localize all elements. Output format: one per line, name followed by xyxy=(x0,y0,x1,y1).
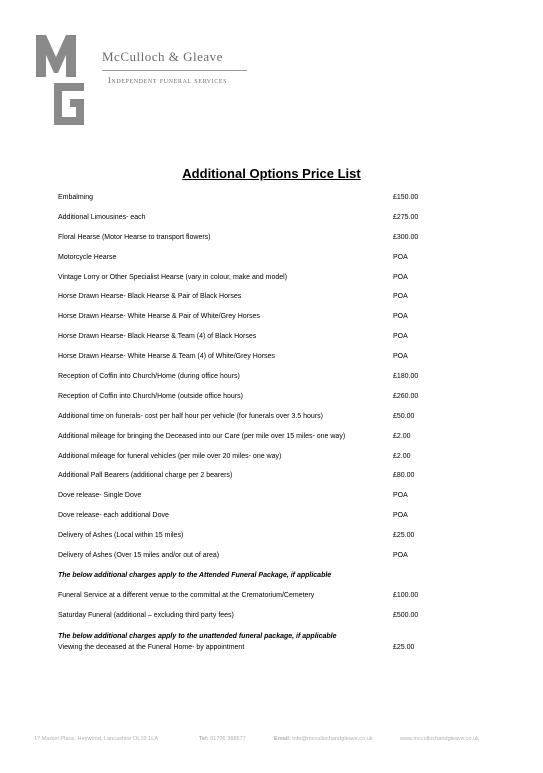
price-row xyxy=(58,347,438,367)
item-label: Additional mileage for bringing the Deceased into our Care (per mile over 15 miles- one way) xyxy=(58,432,346,440)
item-price: £25.00 xyxy=(393,643,415,651)
item-label: Floral Hearse (Motor Hearse to transport flowers) xyxy=(58,233,211,241)
price-row xyxy=(58,506,438,526)
footer-address: 17 Market Place, Heywood, Lancashire OL10 1LA xyxy=(34,736,159,742)
price-row xyxy=(58,268,438,288)
footer-tel: Tel: 01706 368577 xyxy=(199,736,246,742)
item-price: £80.00 xyxy=(393,472,415,480)
price-row xyxy=(58,188,438,208)
price-row xyxy=(58,427,438,447)
price-row xyxy=(58,486,438,506)
item-label: Dove release- each additional Dove xyxy=(58,512,169,520)
item-price: POA xyxy=(393,313,408,321)
price-row xyxy=(58,466,438,486)
company-logo xyxy=(34,33,90,132)
item-label: Reception of Coffin into Church/Home (during office hours) xyxy=(58,373,240,381)
item-price: POA xyxy=(393,552,408,560)
section-note: The below additional charges apply to the Attended Funeral Package, if applicable xyxy=(58,571,332,579)
price-row xyxy=(58,606,438,626)
price-row xyxy=(58,228,438,248)
item-label: Horse Drawn Hearse- Black Hearse & Pair of Black Horses xyxy=(58,293,242,301)
item-label: Dove release- Single Dove xyxy=(58,492,142,500)
footer-email: Email: info@mccullochandgleave.co.uk xyxy=(274,736,373,742)
item-label: Reception of Coffin into Church/Home (outside office hours) xyxy=(58,392,243,400)
brand-name: McCulloch & Gleave xyxy=(102,49,223,64)
item-label: Embalming xyxy=(58,194,94,201)
item-label: Horse Drawn Hearse- Black Hearse & Team (4) of Black Horses xyxy=(58,333,257,341)
item-price: POA xyxy=(393,293,408,301)
item-price: POA xyxy=(393,273,408,281)
page-title: Additional Options Price List xyxy=(182,166,361,181)
price-row xyxy=(58,447,438,467)
item-price: £2.00 xyxy=(393,452,411,460)
price-row xyxy=(58,287,438,307)
footer-website: www.mccullochandgleave.co.uk xyxy=(400,736,479,742)
price-row xyxy=(58,307,438,327)
price-row xyxy=(58,546,438,566)
item-label: Delivery of Ashes (Local within 15 miles) xyxy=(58,532,184,540)
item-label: Vintage Lorry or Other Specialist Hearse (vary in colour, make and model) xyxy=(58,273,288,281)
item-price: £500.00 xyxy=(393,611,419,619)
item-label: Horse Drawn Hearse- White Hearse & Team (4) of White/Grey Horses xyxy=(58,353,275,361)
item-price: £275.00 xyxy=(393,213,419,221)
price-list xyxy=(58,188,438,654)
item-label: Saturday Funeral (additional – excluding third party fees) xyxy=(58,611,234,619)
item-label: Additional Limousines- each xyxy=(58,213,146,221)
item-price: £100.00 xyxy=(393,591,419,599)
price-row xyxy=(58,642,438,654)
price-row xyxy=(58,407,438,427)
item-label: Additional mileage for funeral vehicles (per mile over 20 miles- one way) xyxy=(58,452,282,460)
item-label: Viewing the deceased at the Funeral Home- by appointment xyxy=(58,643,245,651)
price-row xyxy=(58,526,438,546)
price-row xyxy=(58,327,438,347)
item-price: POA xyxy=(393,512,408,520)
item-price: £25.00 xyxy=(393,532,415,540)
item-label: Motorcycle Hearse xyxy=(58,253,117,261)
item-price: £180.00 xyxy=(393,373,419,381)
item-price: £300.00 xyxy=(393,233,419,241)
item-price: £2.00 xyxy=(393,432,411,440)
item-price: POA xyxy=(393,353,408,361)
item-label: Additional time on funerals- cost per half hour per vehicle (for funerals over 3.5 hours) xyxy=(58,412,323,420)
item-price: £260.00 xyxy=(393,392,419,400)
item-label: Horse Drawn Hearse- White Hearse & Pair of White/Grey Horses xyxy=(58,313,260,321)
item-label: Funeral Service at a different venue to the committal at the Crematorium/Cemetery xyxy=(58,591,315,599)
mg-monogram-icon xyxy=(34,33,90,127)
brand-tagline: Independent funeral services xyxy=(108,75,228,85)
price-row xyxy=(58,248,438,268)
price-row xyxy=(58,367,438,387)
item-price: POA xyxy=(393,492,408,500)
item-label: Additional Pall Bearers (additional charge per 2 bearers) xyxy=(58,472,233,480)
item-price: £50.00 xyxy=(393,412,415,420)
item-price: POA xyxy=(393,253,408,261)
item-price: POA xyxy=(393,333,408,341)
section-note: The below additional charges apply to the unattended funeral package, if applicable xyxy=(58,632,337,640)
brand-divider xyxy=(102,70,247,71)
item-label: Delivery of Ashes (Over 15 miles and/or out of area) xyxy=(58,552,220,560)
price-row xyxy=(58,208,438,228)
price-row xyxy=(58,586,438,606)
item-price: £150.00 xyxy=(393,194,419,201)
price-row xyxy=(58,387,438,407)
